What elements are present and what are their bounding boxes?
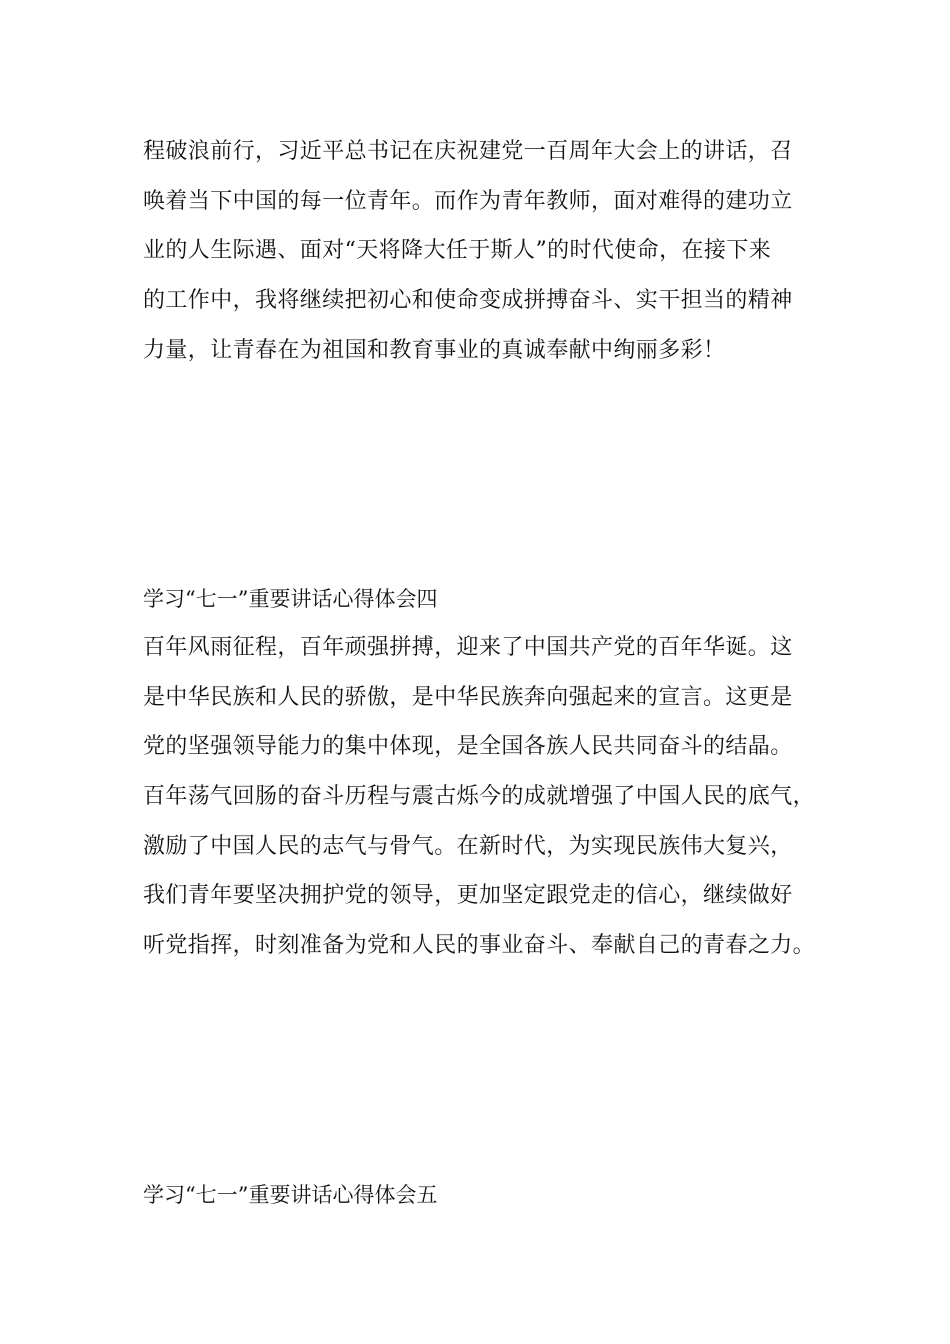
paragraph-line: 是中华民族和人民的骄傲，是中华民族奔向强起来的宣言。这更是 bbox=[143, 685, 793, 710]
paragraph-line: 唤着当下中国的每一位青年。而作为青年教师，面对难得的建功立 bbox=[143, 189, 793, 214]
paragraph-line: 程破浪前行，习近平总书记在庆祝建党一百周年大会上的讲话，召 bbox=[143, 139, 793, 164]
section-heading-four: 学习“七一”重要讲话心得体会四 bbox=[143, 587, 438, 611]
paragraph-line: 的工作中，我将继续把初心和使命变成拼搏奋斗、实干担当的精神 bbox=[143, 288, 793, 313]
paragraph-line: 百年荡气回肠的奋斗历程与震古烁今的成就增强了中国人民的底气， bbox=[143, 784, 816, 809]
paragraph-line: 党的坚强领导能力的集中体现，是全国各族人民共同奋斗的结晶。 bbox=[143, 734, 793, 759]
paragraph-line: 我们青年要坚决拥护党的领导，更加坚定跟党走的信心，继续做好 bbox=[143, 883, 793, 908]
paragraph-line: 业的人生际遇、面对“天将降大任于斯人”的时代使命，在接下来 bbox=[143, 238, 772, 263]
paragraph-line: 百年风雨征程，百年顽强拼搏，迎来了中国共产党的百年华诞。这 bbox=[143, 635, 793, 660]
paragraph-line: 激励了中国人民的志气与骨气。在新时代，为实现民族伟大复兴， bbox=[143, 834, 793, 859]
paragraph-line: 听党指挥，时刻准备为党和人民的事业奋斗、奉献自己的青春之力。 bbox=[143, 933, 816, 958]
section-heading-five: 学习“七一”重要讲话心得体会五 bbox=[143, 1183, 438, 1207]
paragraph-line: 力量，让青春在为祖国和教育事业的真诚奉献中绚丽多彩！ bbox=[143, 338, 726, 363]
